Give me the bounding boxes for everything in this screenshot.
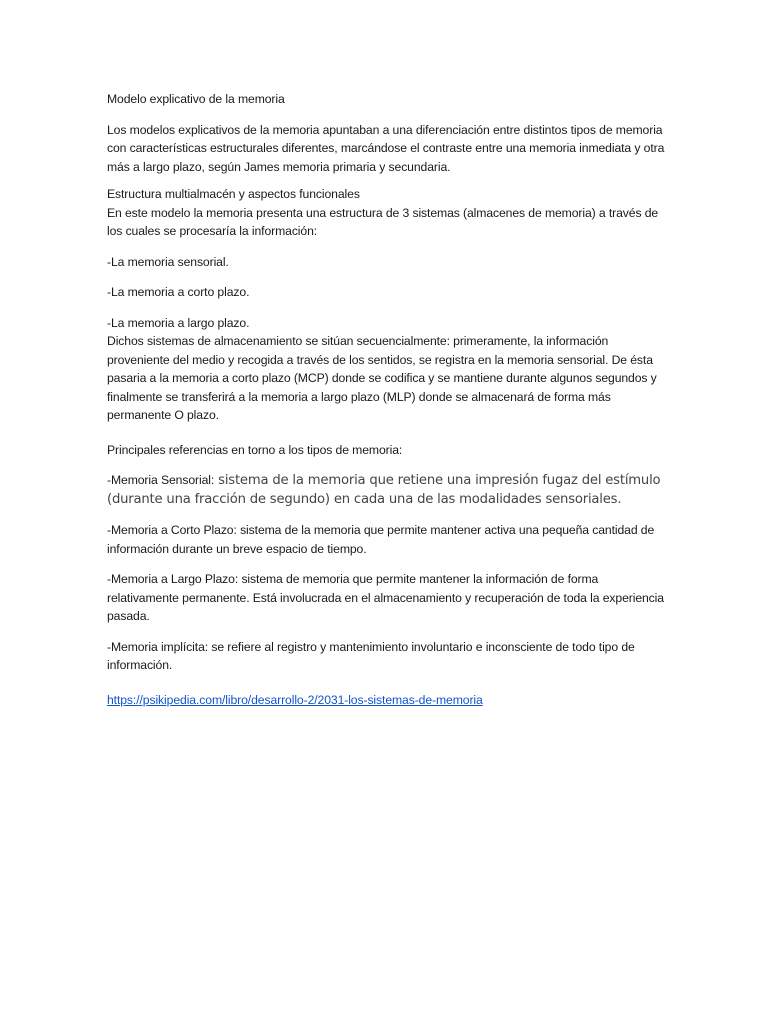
intro-paragraph: Los modelos explicativos de la memoria apuntaban a una diferenciación entre distintos tipos de memoria con características estructurales diferentes, marcándose el contraste entre una memoria inmediata y otra más a largo plazo, según James memoria primaria y secundaria. [107,122,665,174]
reference-link[interactable]: https://psikipedia.com/libro/desarrollo-2/2031-los-sistemas-de-memoria [107,692,483,707]
definition-label: -Memoria a Corto Plazo: [107,523,237,537]
list-item-largo-plazo: -La memoria a largo plazo. [107,315,250,330]
document-title: Modelo explicativo de la memoria [107,92,285,106]
references-heading: Principales referencias en torno a los tipos de memoria: [107,442,403,457]
sequence-paragraph: Dichos sistemas de almacenamiento se sitúan secuencialmente: primeramente, la información proveniente del medio y recogida a través de los sentidos, se registra en la memoria sensorial. De ésta pasaria a la memoria a corto plazo (MCP) donde se codifica y se mantiene durante algunos segundos y finalmente se transferirá a la memoria a largo plazo (MLP) donde se almacenará de forma más permanente O plazo. [107,334,657,422]
list-item-corto-plazo: -La memoria a corto plazo. [107,285,250,299]
definition-sensorial [107,471,667,509]
definition-largo-plazo [107,570,667,626]
definition-label: -Memoria a Largo Plazo: [107,572,239,586]
definition-text: sistema de memoria que permite mantener la información de forma relativamente permanente. Está involucrada en el almacenamiento y recuperación de toda la experiencia pasada. [107,572,664,623]
definition-corto-plazo [107,521,667,558]
definition-label: -Memoria implícita: [107,639,209,654]
document-body [107,90,667,709]
definition-text: se refiere al registro y mantenimiento involuntario e inconsciente de todo tipo de información. [107,639,635,672]
section-heading: Estructura multialmacén y aspectos funcionales [107,187,360,201]
definition-text: sistema de la memoria que permite mantener activa una pequeña cantidad de información durante un breve espacio de tiempo. [107,523,655,556]
section-body: En este modelo la memoria presenta una estructura de 3 sistemas (almacenes de memoria) a través de los cuales se procesaría la información: [107,205,659,238]
definition-implicita [107,638,667,675]
definition-text: sistema de la memoria que retiene una impresión fugaz del estímulo (durante una fracción de segundo) en cada una de las modalidades sensoriales. [107,473,661,507]
list-item-sensorial: -La memoria sensorial. [107,254,229,269]
definition-label: -Memoria Sensorial: [107,473,215,487]
